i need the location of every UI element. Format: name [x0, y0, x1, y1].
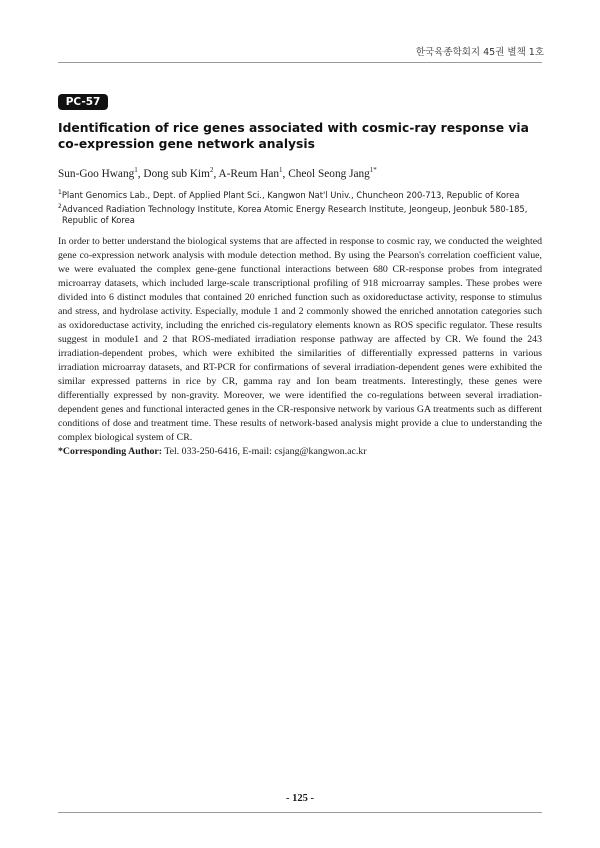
abstract-body: In order to better understand the biological systems that are affected in response to cosmic ray, we conducted the weighted gene co-expression network analysis with module detection method. By using the Pearson's correlation coefficient value, we were evaluated the complex gene-gene functional interactions between 680 CR-response probes from integrated microarray datasets, which included large-scale transcriptional profiling of 918 microarray samples. These probes were divided into 6 distinct modules that contained 20 enriched function such as oxidoreductase activity, response to stimulus and stress, and hydrolase activity. Especially, module 1 and 2 commonly showed the enriched annotation categories such as oxidoreductase activity, including the enriched cis-regulatory elements known as ROS specific regulator. These results suggest in module1 and 2 that ROS-mediated irradiation response pathway are affected by CR. We found the 243 irradiation-dependent probes, which were exhibited the similarities of differentially expressed patterns in various irradiation microarray datasets, and RT-PCR for confirmations of several irradiation-dependent genes were exhibited the similar expressed patterns in rice by CR, gamma ray and Ion beam treatments. Interestingly, these genes were differentially expressed by non-gravity. Moreover, we were identified the co-regulations between several irradiation-dependent genes and functional interacted genes in the CR-responsive network by various GA treatments such as different conditions of dose and treatment time. These results of network-based analysis might provide a clue to understanding the complex biological system of CR.	[58, 236, 542, 443]
author-name: Sun-Goo Hwang	[58, 167, 135, 180]
author-separator: ,	[282, 167, 289, 180]
author-name: Cheol Seong Jang	[288, 167, 370, 180]
page-number: - 125 -	[286, 793, 314, 804]
header-divider	[58, 62, 542, 63]
paper-title: Identification of rice genes associated with cosmic-ray response via co-expression gene network analysis	[58, 121, 529, 151]
corresponding-author-contact: Tel. 033-250-6416, E-mail: csjang@kangwon.ac.kr	[164, 446, 367, 457]
author-affiliation-marker: 1	[134, 166, 138, 174]
author-name: A-Reum Han	[218, 167, 280, 180]
poster-code-badge: PC-57	[58, 94, 108, 110]
corresponding-author-label: *Corresponding Author:	[58, 446, 163, 457]
author-affiliation-marker: 1*	[369, 166, 377, 174]
affiliation-item	[58, 201, 548, 215]
author-list	[58, 163, 543, 181]
affiliation-marker: 1	[58, 189, 62, 196]
corresponding-author	[58, 445, 542, 459]
affiliation-item	[58, 187, 548, 201]
author-affiliation-marker: 2	[209, 166, 214, 174]
affiliation-text: Plant Genomics Lab., Dept. of Applied Plant Sci., Kangwon Nat'l Univ., Chuncheon 200-713, Republic of Korea	[61, 189, 520, 200]
affiliation-marker: 2	[58, 203, 62, 211]
journal-header: 한국육종학회지 45권 별책 1호	[415, 47, 544, 58]
footer-divider	[58, 812, 542, 813]
author-separator: ,	[213, 167, 219, 180]
author-name: Dong sub Kim	[143, 167, 210, 180]
affiliation-list	[58, 187, 548, 226]
author-separator: ,	[137, 167, 144, 180]
author-affiliation-marker: 1	[279, 166, 283, 174]
affiliation-continuation: Republic of Korea	[62, 215, 135, 226]
affiliation-text: Advanced Radiation Technology Institute, Korea Atomic Energy Research Institute, Jeongeup, Jeonbuk 580-185,	[61, 203, 528, 214]
